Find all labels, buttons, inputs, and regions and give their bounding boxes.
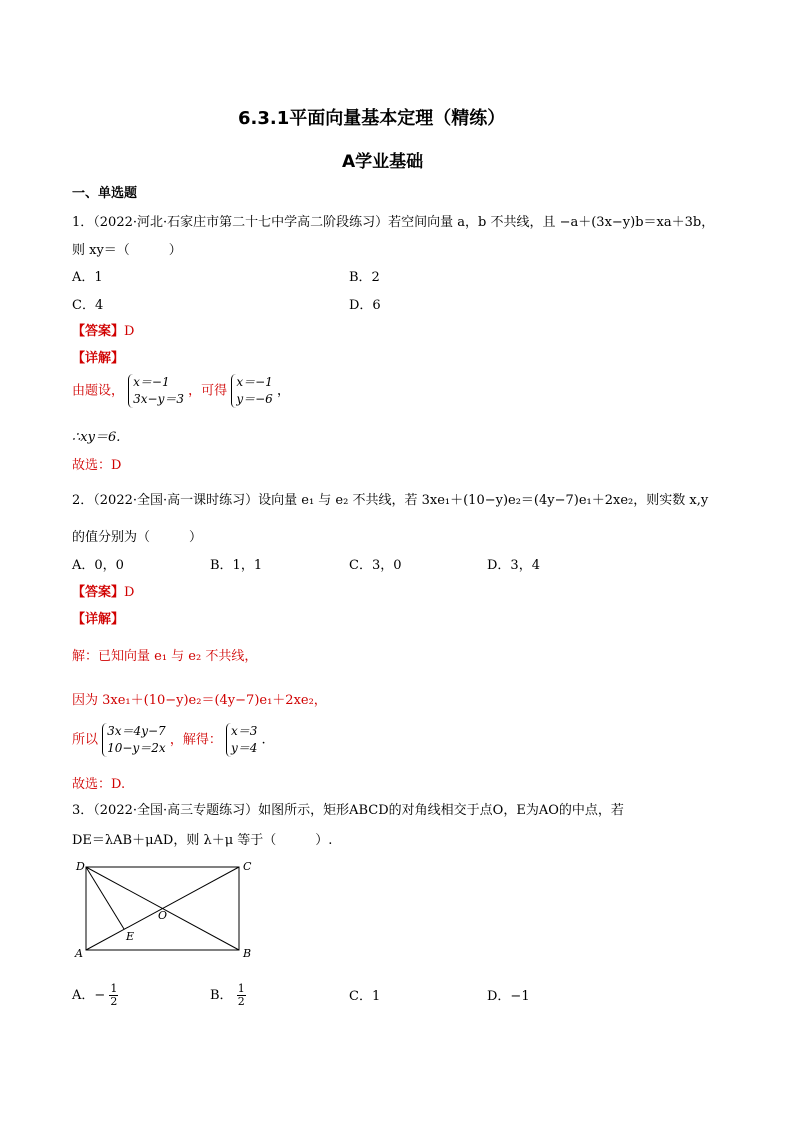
q2-system-2-eq1: x＝3 (230, 724, 258, 738)
q2-choose: 故选：D. (72, 777, 126, 792)
q1-answer-value: D (124, 324, 135, 339)
q1-answer (72, 320, 134, 339)
q1-system-1-eq2: 3x−y＝3 (133, 392, 185, 406)
q2-option-b: B．1，1 (210, 558, 263, 573)
q2-answer (72, 581, 134, 600)
q3-option-a-fraction: $\frac{1}{2}$ (110, 982, 118, 1008)
q3-option-d: D．−1 (487, 989, 530, 1004)
q1-system-2-eq2: y＝−6 (236, 392, 273, 406)
q3-stem-line2: DE＝λAB＋μAD，则 λ＋μ 等于（ ）. (72, 833, 333, 848)
page-subtitle: A学业基础 (342, 152, 424, 172)
label-d: D (76, 860, 85, 873)
q2-system-2-eq2: y＝4 (230, 741, 258, 755)
q2-sol-end: . (261, 732, 266, 748)
q1-sol-end: ， (276, 383, 290, 399)
label-e: E (126, 930, 135, 943)
q3-option-b-fraction: $\frac{1}{2}$ (237, 982, 245, 1008)
q1-system-2-eq1: x＝−1 (236, 375, 273, 389)
q1-sol-prefix: 由题设， (72, 383, 125, 399)
q3-stem-line1: 3．（2022·全国·高三专题练习）如图所示，矩形ABCD的对角线相交于点O，E为AO的中点，若 (72, 803, 624, 818)
q1-stem-line2: 则 xy＝（ ） (72, 243, 182, 258)
q1-system-1-eq1: x＝−1 (133, 375, 170, 389)
q2-answer-label: 【答案】 (72, 585, 125, 600)
q1-option-a: A．1 (72, 270, 103, 285)
q1-answer-label: 【答案】 (72, 324, 125, 339)
label-b: B (243, 947, 252, 960)
q2-detail-label: 【详解】 (72, 612, 125, 627)
q2-option-d: D．3，4 (487, 558, 540, 573)
label-c: C (243, 860, 252, 873)
label-a: A (75, 947, 83, 960)
q2-solution-system (72, 723, 266, 757)
q1-system-1 (128, 374, 184, 408)
q2-system-1-eq2: 10−y＝2x (107, 741, 166, 755)
q2-option-a: A．0，0 (72, 558, 124, 573)
q3-option-c: C．1 (349, 989, 381, 1004)
q1-detail-label: 【详解】 (72, 351, 125, 366)
q1-system-2 (231, 374, 272, 408)
q2-solution-line1: 解：已知向量 e₁ 与 e₂ 不共线， (72, 649, 258, 664)
q2-stem-line1: 2．（2022·全国·高一课时练习）设向量 e₁ 与 e₂ 不共线，若 3xe₁＋(10−y)e₂＝(4y−7)e₁＋2xe₂，则实数 x,y (72, 493, 709, 508)
q2-sol-prefix: 所以 (72, 732, 99, 748)
q3-option-a: A．− $\frac{1}{2}$ (72, 982, 118, 1008)
q1-option-d: D．6 (349, 298, 381, 313)
q2-sol-mid: ，解得： (169, 732, 222, 748)
q1-option-b: B．2 (349, 270, 380, 285)
segment-de (86, 867, 124, 929)
q3-option-b: B． $\frac{1}{2}$ (210, 982, 245, 1008)
q1-option-c: C．4 (72, 298, 104, 313)
q1-solution-system (72, 374, 290, 408)
section-heading: 一、单选题 (72, 186, 138, 201)
q1-stem-line1: 1．（2022·河北·石家庄市第二十七中学高二阶段练习）若空间向量 a，b 不共线，且 −a＋(3x−y)b＝xa＋3b， (72, 215, 715, 230)
q2-option-c: C．3，0 (349, 558, 402, 573)
q2-system-1-eq1: 3x＝4y−7 (107, 724, 166, 738)
q2-answer-value: D (124, 585, 135, 600)
q1-therefore: ∴xy＝6. (72, 430, 121, 445)
label-o: O (158, 909, 168, 922)
page-title: 6.3.1平面向量基本定理（精练） (238, 108, 506, 129)
q2-system-1 (102, 723, 166, 757)
q1-choose: 故选：D (72, 458, 122, 473)
q2-solution-line2: 因为 3xe₁＋(10−y)e₂＝(4y−7)e₁＋2xe₂， (72, 693, 327, 708)
q2-system-2 (226, 723, 257, 757)
q1-sol-mid: ，可得 (188, 383, 228, 399)
q2-stem-line2: 的值分别为（ ） (72, 530, 203, 545)
rectangle-figure (70, 855, 260, 963)
